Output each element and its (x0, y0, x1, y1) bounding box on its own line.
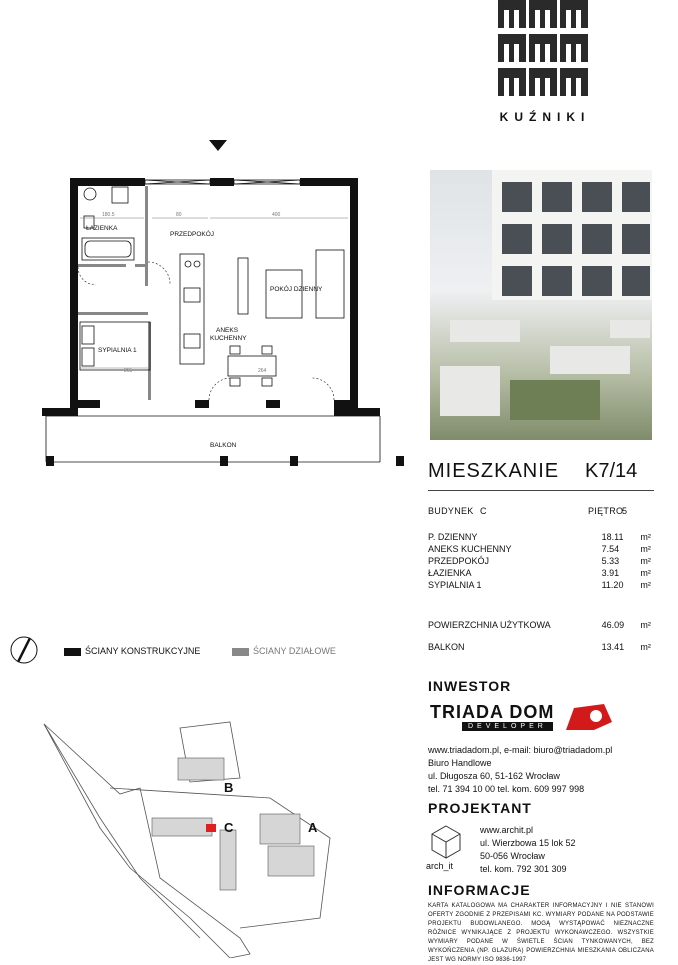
investor-website-email: www.triadadom.pl, e-mail: biuro@triadadom.pl (428, 745, 613, 755)
plan-dim-4: 265 (124, 368, 133, 374)
usable-area-row (428, 620, 658, 642)
room-row (428, 556, 658, 568)
plan-label-living: POKÓJ DZIENNY (270, 286, 323, 293)
room-area: 5.33 (601, 556, 620, 566)
room-unit: m² (640, 568, 651, 578)
balcony-unit: m² (640, 642, 651, 652)
room-area: 7.54 (601, 544, 620, 554)
plan-label-balcony: BALKON (210, 442, 237, 449)
arch-it-cube-icon (428, 824, 464, 860)
plan-label-kitchen-2: KUCHENNY (210, 335, 247, 342)
room-area: 18.11 (601, 532, 624, 542)
room-row (428, 544, 658, 556)
designer-street: ul. Wierzbowa 15 lok 52 (480, 838, 576, 848)
brand-name: KUŹNIKI (499, 110, 591, 124)
plan-label-hall: PRZEDPOKÓJ (170, 231, 215, 238)
bull-icon (564, 702, 614, 732)
usable-area-label: POWIERZCHNIA UŻYTKOWA (428, 620, 551, 630)
building-value: C (480, 506, 487, 516)
room-unit: m² (640, 532, 651, 542)
apartment-label: MIESZKANIE (428, 460, 560, 482)
kuzniki-logo-icon (498, 0, 588, 96)
room-list (428, 532, 658, 592)
floor-value: 5 (622, 506, 628, 516)
room-name: ANEKS KUCHENNY (428, 544, 512, 554)
legend-structural-swatch (64, 648, 81, 656)
designer-phone: tel. kom. 792 301 309 (480, 864, 567, 874)
room-name: PRZEDPOKÓJ (428, 556, 490, 566)
info-text: KARTA KATALOGOWA MA CHARAKTER INFORMACYJNY I NIE STANOWI OFERTY ZGODNIE Z PRZEPISAMI KC. WYMIARY PODANE NA PODSTAWIE PROJEKTU BUDOWLANEGO. MOGĄ WYSTĄPOWAĆ NIEZNACZNE RÓŻNICE WYNIKAJĄCE Z PROJEKTU WYKONAWCZEGO. WSZYSTKIE WYMIARY PODANE W ŚWIETLE ŚCIAN TYNKOWANYCH, BEZ WYKOŃCZENIA (NP. GLAZURA) POWIERZCHNIA MIESZKANIA OBLICZANA JEST WG NORMY ISO 9836-1997 (428, 903, 654, 963)
site-building-a: A (308, 820, 318, 835)
plan-label-bedroom: SYPIALNIA 1 (98, 347, 137, 354)
room-unit: m² (640, 544, 651, 554)
north-compass-icon (10, 632, 38, 668)
triada-logo-name: TRIADA DOM (430, 702, 555, 722)
usable-area-value: 46.09 (601, 620, 625, 630)
room-area: 3.91 (601, 568, 620, 578)
room-name: SYPIALNIA 1 (428, 580, 482, 590)
triada-logo-sub: DEVELOPER (462, 722, 553, 731)
designer-contact (480, 824, 576, 876)
legend-structural (64, 646, 200, 656)
room-unit: m² (640, 556, 651, 566)
plan-dim-3: 400 (272, 212, 281, 218)
floor-label: PIĘTRO (588, 506, 624, 516)
plan-label-bathroom: ŁAZIENKA (86, 225, 118, 232)
apartment-number: K7/14 (585, 460, 638, 482)
room-row (428, 532, 658, 544)
legend-partition-swatch (232, 648, 249, 656)
site-building-c: C (224, 820, 234, 835)
designer-website: www.archit.pl (480, 825, 534, 835)
legend-structural-label: ŚCIANY KONSTRUKCYJNE (85, 646, 201, 656)
building-render-image (430, 170, 652, 440)
investor-contact (428, 744, 658, 796)
plan-dim-5: 264 (258, 368, 267, 374)
balcony-value: 13.41 (601, 642, 625, 652)
triada-dom-logo (430, 702, 650, 736)
site-plan-map (40, 718, 340, 958)
room-row (428, 580, 658, 592)
entrance-arrow-icon (209, 140, 227, 151)
investor-heading: INWESTOR (428, 678, 512, 694)
plan-dim-1: 180.5 (102, 212, 115, 218)
totals (428, 620, 658, 654)
usable-area-unit: m² (640, 620, 651, 630)
floor-plan (40, 172, 420, 472)
balcony-row (428, 642, 658, 654)
plan-dim-2: 80 (176, 212, 182, 218)
balcony-label: BALKON (428, 642, 465, 652)
plan-label-kitchen-1: ANEKS (216, 327, 239, 334)
investor-address: ul. Długosza 60, 51-162 Wrocław (428, 771, 560, 781)
designer-heading: PROJEKTANT (428, 800, 532, 816)
info-heading: INFORMACJE (428, 882, 531, 898)
apartment-location-marker (206, 824, 216, 832)
legend-partition-label: ŚCIANY DZIAŁOWE (253, 646, 336, 656)
room-unit: m² (640, 580, 651, 590)
site-building-b: B (224, 780, 234, 795)
investor-office: Biuro Handlowe (428, 758, 492, 768)
room-area: 11.20 (601, 580, 624, 590)
building-label: BUDYNEK (428, 506, 474, 516)
arch-it-logo-name: arch_it (426, 861, 454, 871)
legend-partition (232, 646, 336, 656)
divider (428, 490, 654, 491)
investor-phones: tel. 71 394 10 00 tel. kom. 609 997 998 (428, 784, 585, 794)
designer-city: 50-056 Wrocław (480, 851, 545, 861)
room-row (428, 568, 658, 580)
room-name: ŁAZIENKA (428, 568, 472, 578)
room-name: P. DZIENNY (428, 532, 478, 542)
